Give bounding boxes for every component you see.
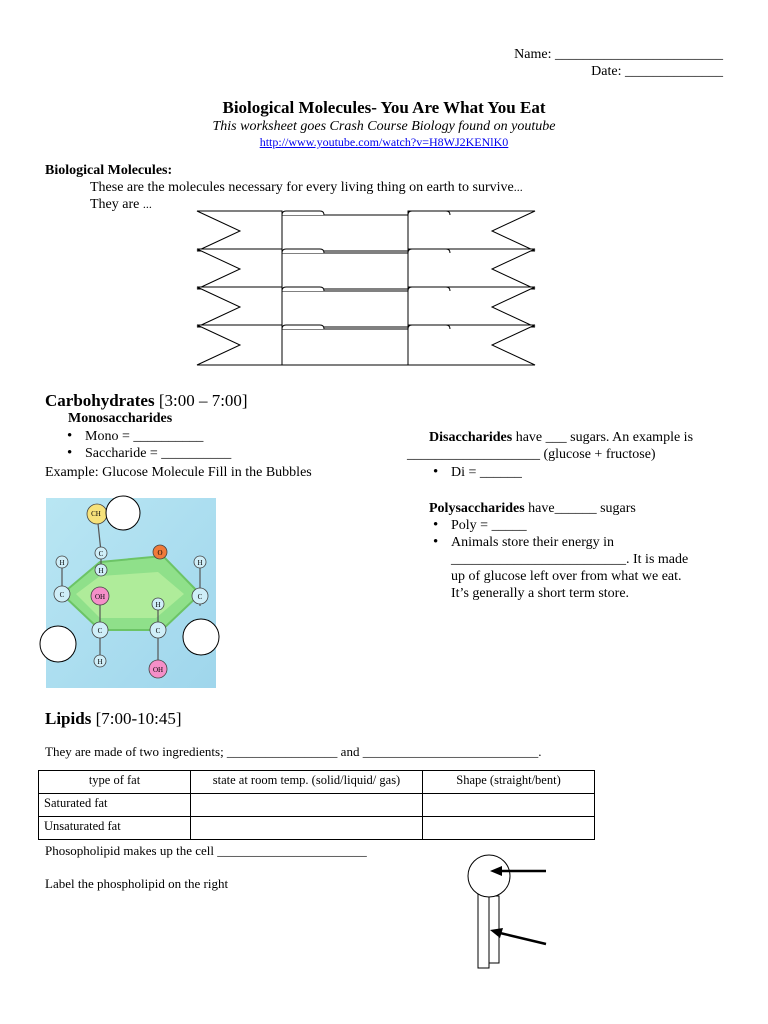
polysaccharides-line <box>429 500 636 517</box>
phospholipid-head <box>468 855 510 897</box>
list-item-line: It’s generally a short term store. <box>451 586 630 601</box>
banner-1 <box>197 211 535 251</box>
banner-2 <box>197 249 535 289</box>
they-are-ellipsis: ... <box>142 197 152 211</box>
date-field-label: Date: ______________ <box>591 64 723 79</box>
lipids-ingredients: They are made of two ingredients; _________________ and ___________________________. <box>45 744 542 759</box>
disaccharides-line <box>429 429 693 446</box>
page-title: Biological Molecules- You Are What You Eat <box>222 98 546 117</box>
tail-pointer-arrow <box>500 933 546 944</box>
list-item-line: _________________________. It is made <box>451 552 689 567</box>
disaccharides-example-line: ___________________ (glucose + fructose) <box>407 447 656 462</box>
hydrogen-atom-label: H <box>97 658 103 666</box>
hydrogen-atom-label: H <box>59 559 65 567</box>
phospholipid-prompt: Phosopholipid makes up the cell _______________________ <box>45 843 367 858</box>
table-row <box>39 817 595 840</box>
table-cell <box>423 794 595 817</box>
carbon-atom-label: C <box>59 591 65 599</box>
banner-3 <box>197 287 535 327</box>
disaccharides-list <box>429 464 522 481</box>
hydroxyl-label: OH <box>152 666 164 674</box>
lipids-time: [7:00-10:45] <box>91 709 182 728</box>
disaccharides-text: have ___ sugars. An example is <box>512 430 694 445</box>
hydrogen-atom-label: H <box>155 601 161 609</box>
carbon-atom-label: C <box>155 627 161 635</box>
ch-atom-label: CH <box>91 510 101 518</box>
list-item: • Mono = __________ <box>63 428 231 445</box>
page-subtitle: This worksheet goes Crash Course Biology found on youtube <box>212 119 556 134</box>
column-header: type of fat <box>39 771 191 794</box>
glucose-molecule-diagram <box>38 490 224 690</box>
banner-4 <box>197 325 535 365</box>
carbohydrates-title: Carbohydrates <box>45 391 155 410</box>
list-item: • Di = ______ <box>429 464 522 481</box>
blank-bubble-right <box>183 619 219 655</box>
polysaccharides-text: have______ sugars <box>524 501 636 516</box>
they-are-text: They are <box>90 197 143 212</box>
phospholipid-tail <box>478 890 489 968</box>
table-cell <box>191 817 423 840</box>
hydrogen-atom-label: H <box>98 567 104 575</box>
table-cell <box>423 817 595 840</box>
list-item: • Saccharide = __________ <box>63 445 231 462</box>
table-cell: Unsaturated fat <box>39 817 191 840</box>
list-item-line: • Animals store their energy in <box>451 535 615 550</box>
bio-molecules-definition <box>90 179 523 196</box>
phospholipid-diagram <box>460 848 552 974</box>
disaccharides-title: Disaccharides <box>429 430 513 445</box>
molecule-banners-diagram <box>190 205 544 367</box>
hydroxyl-label: OH <box>94 593 106 601</box>
name-field-label: Name: ________________________ <box>514 47 723 62</box>
definition-text: These are the molecules necessary for every living thing on earth to survive <box>90 180 514 195</box>
polysaccharides-list <box>429 517 749 602</box>
bio-molecules-heading: Biological Molecules: <box>45 163 173 178</box>
polysaccharides-title: Polysaccharides <box>429 501 525 516</box>
table-cell: Saturated fat <box>39 794 191 817</box>
carbon-atom-label: C <box>98 550 104 558</box>
label-phospholipid-instruction: Label the phospholipid on the right <box>45 876 229 891</box>
definition-ellipsis: ... <box>513 180 523 194</box>
youtube-link[interactable]: http://www.youtube.com/watch?v=H8WJ2KENlK0 <box>259 135 509 149</box>
list-item-line: up of glucose left over from what we eat. <box>451 569 682 584</box>
column-header: Shape (straight/bent) <box>423 771 595 794</box>
list-item <box>429 534 749 602</box>
table-header-row <box>39 771 595 794</box>
oxygen-atom-label: O <box>157 549 163 557</box>
fat-types-table <box>38 770 595 840</box>
blank-bubble-top <box>106 496 140 530</box>
lipids-title: Lipids <box>45 709 92 728</box>
hydrogen-atom-label: H <box>197 559 203 567</box>
table-row <box>39 794 595 817</box>
list-item: • Poly = _____ <box>429 517 749 534</box>
glucose-example-caption: Example: Glucose Molecule Fill in the Bubbles <box>45 465 312 480</box>
table-cell <box>191 794 423 817</box>
column-header: state at room temp. (solid/liquid/ gas) <box>191 771 423 794</box>
carbon-atom-label: C <box>197 593 203 601</box>
carbon-atom-label: C <box>97 627 103 635</box>
monosaccharides-list <box>63 428 231 462</box>
carbohydrates-heading <box>45 390 248 411</box>
they-are-line <box>90 196 152 213</box>
carbohydrates-time: [3:00 – 7:00] <box>154 391 248 410</box>
blank-bubble-left <box>40 626 76 662</box>
monosaccharides-heading: Monosaccharides <box>68 411 173 426</box>
lipids-heading <box>45 708 182 729</box>
